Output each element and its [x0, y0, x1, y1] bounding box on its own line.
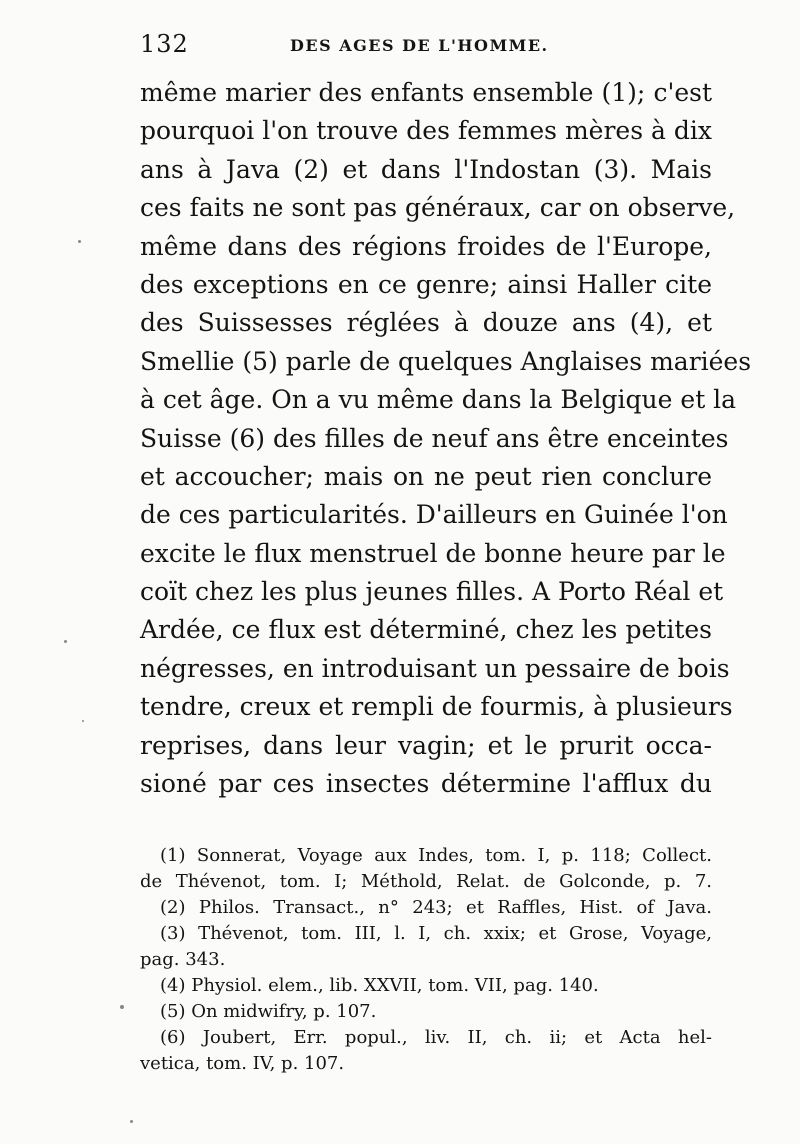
footnotes	[140, 843, 712, 1077]
footnote-line: (6) Joubert, Err. popul., liv. II, ch. ii; et Acta hel-	[160, 1027, 712, 1048]
main-text	[140, 74, 752, 803]
footnote-line: (1) Sonnerat, Voyage aux Indes, tom. I, p. 118; Collect.	[160, 845, 712, 866]
text-line: à cet âge. On a vu même dans la Belgique et la	[140, 385, 737, 415]
footnote-line: pag. 343.	[140, 949, 226, 970]
text-line: reprises, dans leur vagin; et le prurit occa-	[140, 730, 712, 760]
text-line: ces faits ne sont pas généraux, car on observe,	[140, 193, 736, 223]
text-line: même dans des régions froides de l'Europe,	[140, 231, 712, 261]
text-line: négresses, en introduisant un pessaire de bois	[140, 653, 730, 683]
footnote-line: (3) Thévenot, tom. III, l. I, ch. xxix; et Grose, Voyage,	[160, 923, 712, 944]
running-head: DES AGES DE L'HOMME.	[290, 36, 549, 55]
page-number: 132	[140, 30, 189, 58]
text-line: Ardée, ce flux est déterminé, chez les petites	[140, 615, 712, 645]
footnote-line: (2) Philos. Transact., n° 243; et Raffles, Hist. of Java.	[160, 897, 712, 918]
text-line: de ces particularités. D'ailleurs en Guinée l'on	[140, 500, 728, 530]
text-line: et accoucher; mais on ne peut rien conclure	[140, 461, 712, 491]
scan-speck	[130, 1120, 133, 1123]
scan-speck	[120, 1005, 124, 1009]
text-line: sioné par ces insectes détermine l'afflux du	[140, 769, 712, 799]
text-line: des Suissesses réglées à douze ans (4), et	[140, 308, 712, 338]
text-line: coït chez les plus jeunes filles. A Porto Réal et	[140, 577, 724, 607]
page-header	[140, 30, 720, 60]
footnote-line: (5) On midwifry, p. 107.	[160, 1001, 377, 1022]
text-line: tendre, creux et rempli de fourmis, à plusieurs	[140, 692, 733, 722]
text-line: pourquoi l'on trouve des femmes mères à dix	[140, 116, 712, 146]
scan-speck	[78, 240, 81, 243]
text-line: Smellie (5) parle de quelques Anglaises mariées	[140, 346, 752, 376]
scan-speck	[64, 640, 67, 643]
text-line: Suisse (6) des filles de neuf ans être enceintes	[140, 423, 729, 453]
footnote-line: (4) Physiol. elem., lib. XXVII, tom. VII, pag. 140.	[160, 975, 599, 996]
text-line: des exceptions en ce genre; ainsi Haller cite	[140, 269, 712, 299]
text-line: ans à Java (2) et dans l'Indostan (3). Mais	[140, 154, 712, 184]
footnote-line: de Thévenot, tom. I; Méthold, Relat. de Golconde, p. 7.	[140, 871, 712, 892]
text-line: excite le flux menstruel de bonne heure par le	[140, 538, 726, 568]
text-line: même marier des enfants ensemble (1); c'est	[140, 78, 712, 107]
footnote-line: vetica, tom. IV, p. 107.	[140, 1053, 345, 1074]
scan-speck	[82, 720, 84, 722]
